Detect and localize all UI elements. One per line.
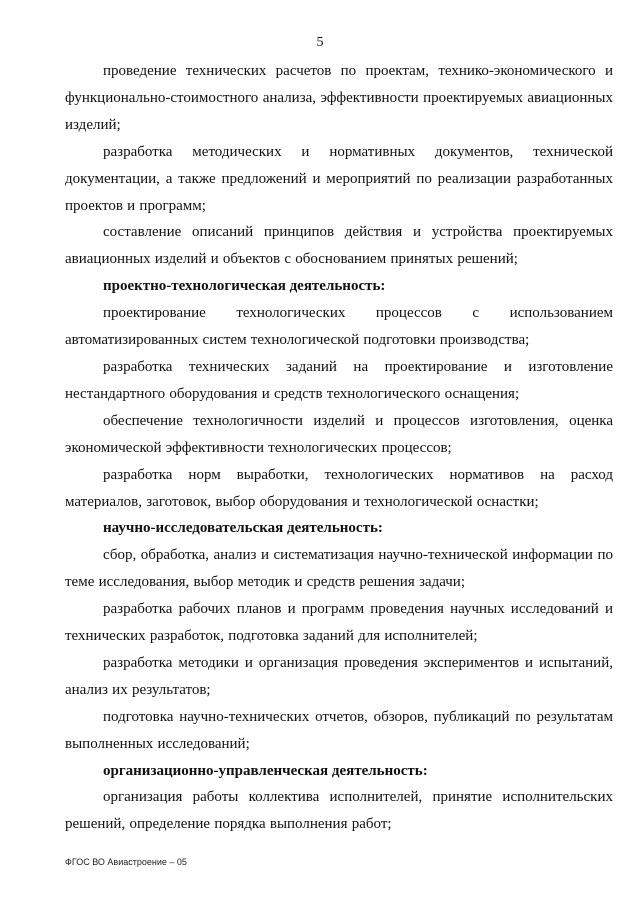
paragraph: подготовка научно-технических отчетов, обзоров, публикаций по результатам выполненных исследований;	[65, 708, 613, 752]
paragraph: проведение технических расчетов по проектам, технико-экономического и функционально-стоимостного анализа, эффективности проектируемых авиационных изделий;	[65, 63, 613, 133]
paragraph: составление описаний принципов действия и устройства проектируемых авиационных изделий и объектов с обоснованием принятых решений;	[65, 224, 613, 268]
paragraph: разработка рабочих планов и программ проведения научных исследований и технических разработок, подготовка заданий для исполнителей;	[65, 601, 613, 645]
page-number: 5	[316, 35, 324, 50]
paragraph: разработка норм выработки, технологических нормативов на расход материалов, заготовок, выбор оборудования и технологической оснастки;	[65, 466, 613, 510]
section-heading: организационно-управленческая деятельность:	[103, 762, 428, 779]
paragraph: проектирование технологических процессов с использованием автоматизированных систем технологической подготовки производства;	[65, 305, 613, 349]
paragraph: разработка методики и организация проведения экспериментов и испытаний, анализ их результатов;	[65, 654, 613, 698]
paragraph: разработка методических и нормативных документов, технической документации, а также предложений и мероприятий по реализации разработанных проектов и программ;	[65, 143, 613, 214]
section-heading: научно-исследовательская деятельность:	[103, 520, 383, 537]
paragraph: обеспечение технологичности изделий и процессов изготовления, оценка экономической эффективности технологических процессов;	[65, 412, 613, 456]
paragraph: сбор, обработка, анализ и систематизация научно-технической информации по теме исследования, выбор методик и средств решения задачи;	[65, 547, 613, 591]
document-body	[65, 58, 613, 838]
paragraph: организация работы коллектива исполнителей, принятие исполнительских решений, определение порядка выполнения работ;	[65, 789, 613, 833]
section-heading: проектно-технологическая деятельность:	[103, 278, 386, 295]
paragraph: разработка технических заданий на проектирование и изготовление нестандартного оборудования и средств технологического оснащения;	[65, 358, 613, 402]
footer-label: ФГОС ВО Авиастроение – 05	[65, 857, 187, 867]
